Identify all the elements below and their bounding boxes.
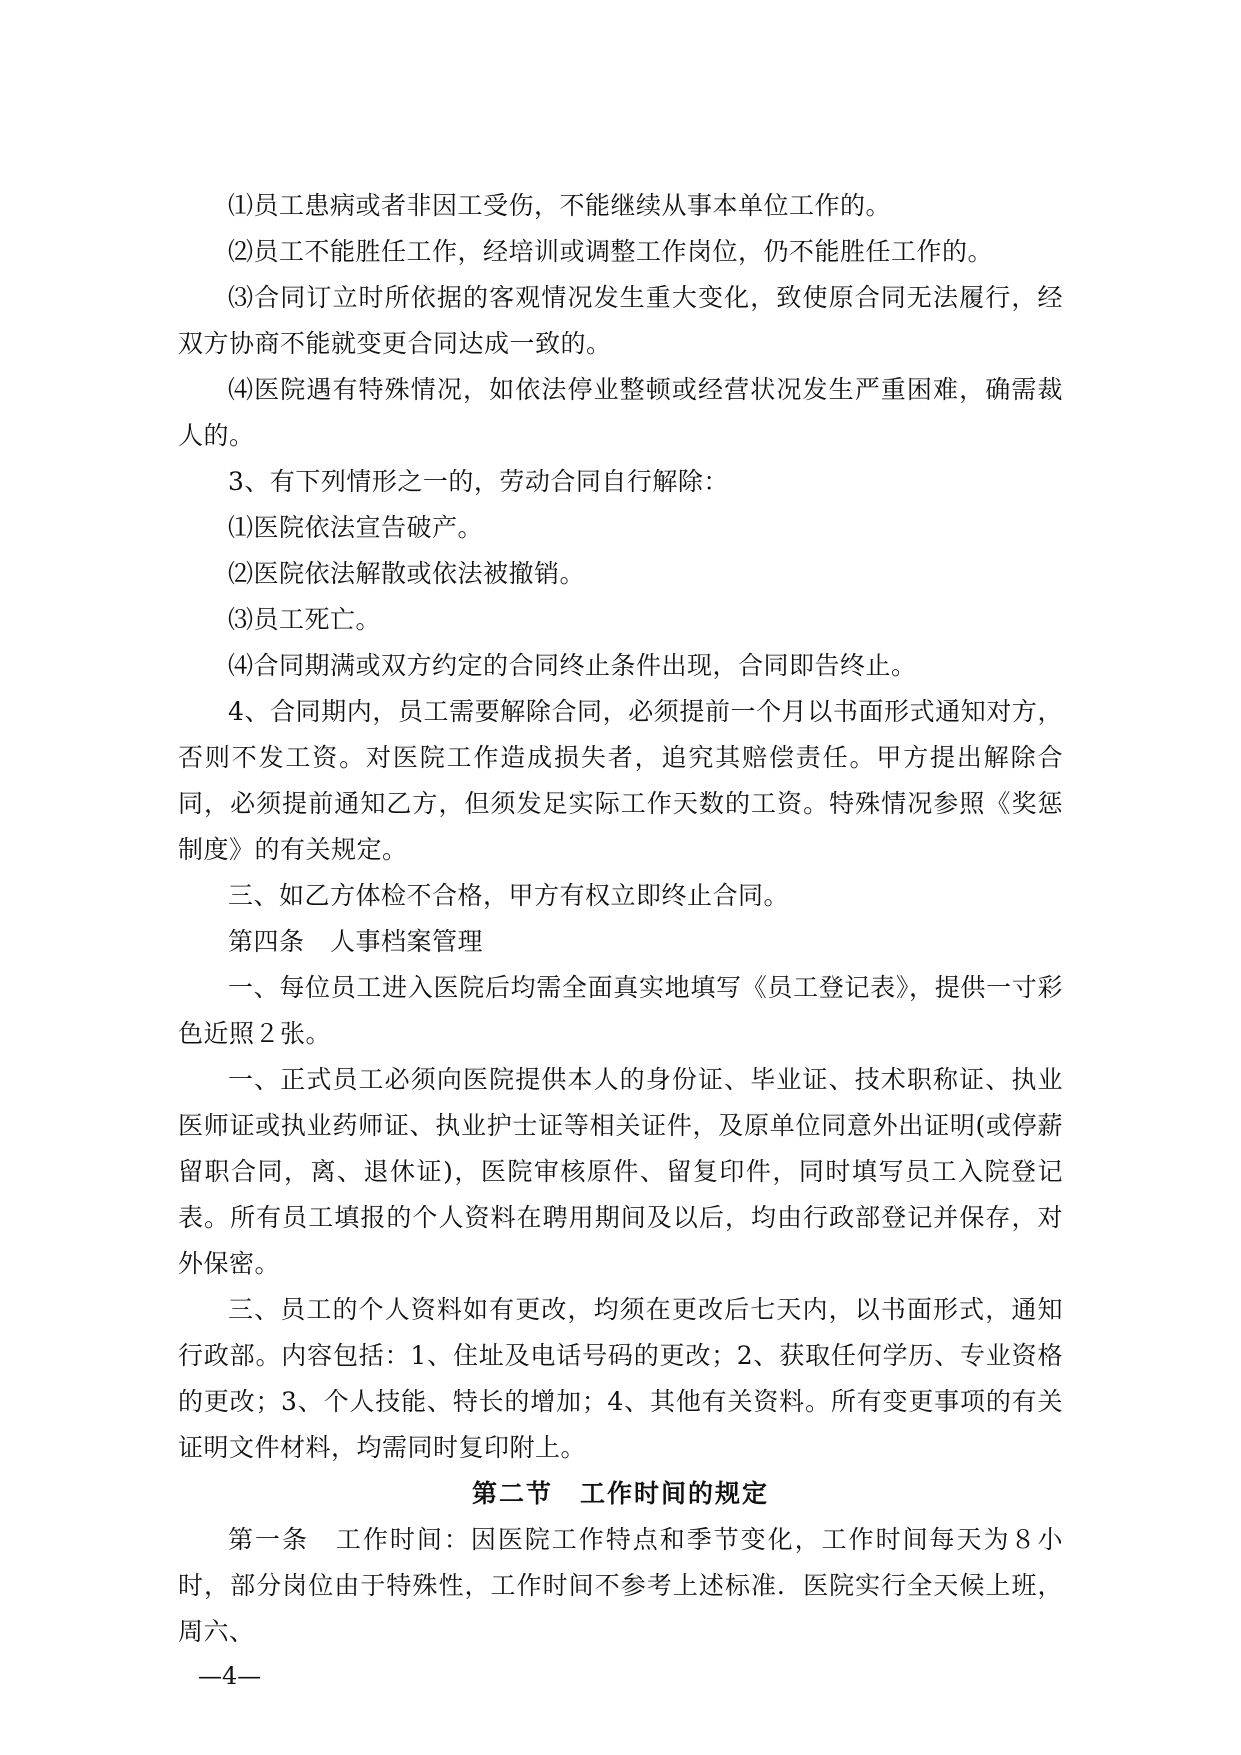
paragraph: ⑵医院依法解散或依法被撤销。 bbox=[228, 559, 586, 588]
paragraph: ⑶合同订立时所依据的客观情况发生重大变化，致使原合同无法履行，经双方协商不能就变更合同达成一致的。 bbox=[178, 283, 1063, 358]
paragraph: 3、有下列情形之一的，劳动合同自行解除： bbox=[228, 467, 729, 496]
article-heading: 第四条 人事档案管理 bbox=[228, 927, 484, 956]
paragraph: 4、合同期内，员工需要解除合同，必须提前一个月以书面形式通知对方，否则不发工资。对医院工作造成损失者，追究其赔偿责任。甲方提出解除合同，必须提前通知乙方，但须发足实际工作天数的工资。特殊情况参照《奖惩制度》的有关规定。 bbox=[178, 697, 1063, 864]
paragraph: ⑶员工死亡。 bbox=[228, 605, 382, 634]
paragraph: 一、正式员工必须向医院提供本人的身份证、毕业证、技术职称证、执业医师证或执业药师证、执业护士证等相关证件，及原单位同意外出证明(或停薪留职合同，离、退休证)，医院审核原件、留复印件，同时填写员工入院登记表。所有员工填报的个人资料在聘用期间及以后，均由行政部登记并保存，对外保密。 bbox=[178, 1065, 1063, 1278]
document-body bbox=[178, 183, 1063, 1655]
paragraph: 三、如乙方体检不合格，甲方有权立即终止合同。 bbox=[228, 881, 790, 910]
paragraph: ⑷医院遇有特殊情况，如依法停业整顿或经营状况发生严重困难，确需裁人的。 bbox=[178, 375, 1063, 450]
paragraph: 第一条 工作时间：因医院工作特点和季节变化，工作时间每天为８小时，部分岗位由于特殊性，工作时间不参考上述标准．医院实行全天候上班，周六、 bbox=[178, 1525, 1063, 1646]
paragraph: ⑵员工不能胜任工作，经培训或调整工作岗位，仍不能胜任工作的。 bbox=[228, 237, 994, 266]
section-title: 第二节 工作时间的规定 bbox=[471, 1479, 769, 1508]
paragraph: 三、员工的个人资料如有更改，均须在更改后七天内，以书面形式，通知行政部。内容包括：1、住址及电话号码的更改；2、获取任何学历、专业资格的更改；3、个人技能、特长的增加；4、其他有关资料。所有变更事项的有关证明文件材料，均需同时复印附上。 bbox=[178, 1295, 1063, 1462]
page-number: —4— bbox=[198, 1662, 262, 1690]
paragraph: ⑷合同期满或双方约定的合同终止条件出现，合同即告终止。 bbox=[228, 651, 917, 680]
paragraph: 一、每位员工进入医院后均需全面真实地填写《员工登记表》，提供一寸彩色近照２张。 bbox=[178, 973, 1063, 1048]
paragraph: ⑴医院依法宣告破产。 bbox=[228, 513, 484, 542]
paragraph: ⑴员工患病或者非因工受伤，不能继续从事本单位工作的。 bbox=[228, 191, 892, 220]
